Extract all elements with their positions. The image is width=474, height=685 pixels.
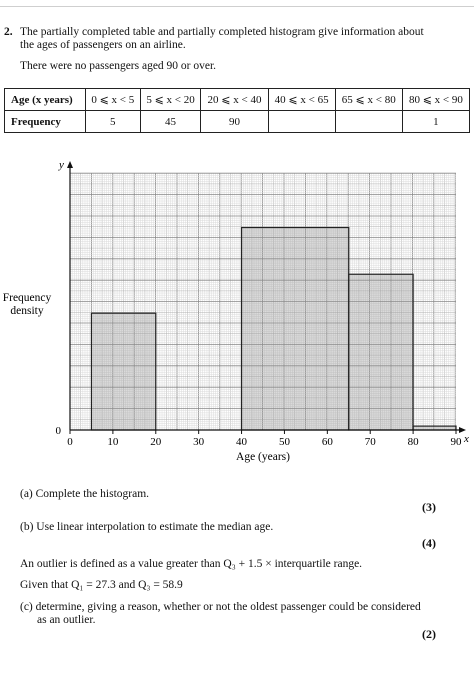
x-tick-label-20: 20 — [150, 436, 162, 448]
x-tick-label-10: 10 — [107, 436, 119, 448]
x-tick-label-60: 60 — [321, 436, 333, 448]
table-class-0: 0 ⩽ x < 5 — [86, 89, 141, 111]
table-class-2: 20 ⩽ x < 40 — [201, 89, 268, 111]
x-axis-symbol: x — [464, 433, 469, 445]
table-header-frequency: Frequency — [5, 111, 86, 133]
histogram-bar-0 — [91, 313, 155, 430]
table-frequency-4[interactable] — [335, 111, 402, 133]
question-intro-line2: the ages of passengers on an airline. — [20, 39, 186, 51]
question-note: There were no passengers aged 90 or over. — [20, 60, 217, 72]
histogram-bar-2 — [349, 274, 413, 430]
part-a-text: (a) Complete the histogram. — [20, 488, 150, 500]
x-tick-label-40: 40 — [236, 436, 248, 448]
part-b-marks: (4) — [422, 536, 436, 550]
x-axis-label: Age (years) — [236, 451, 290, 463]
y-axis-symbol: y — [59, 159, 64, 171]
part-a-marks: (3) — [422, 500, 436, 514]
outlier-definition: An outlier is defined as a value greater than Q₃ + 1.5 × interquartile range. — [20, 558, 363, 570]
histogram-chart — [0, 150, 474, 472]
table-frequency-1: 45 — [140, 111, 201, 133]
frequency-table — [4, 88, 470, 133]
x-tick-label-30: 30 — [193, 436, 205, 448]
x-tick-label-70: 70 — [364, 436, 376, 448]
y-axis-label: Frequency density — [2, 292, 52, 317]
part-b-text: (b) Use linear interpolation to estimate the median age. — [20, 521, 274, 533]
x-tick-label-50: 50 — [278, 436, 290, 448]
page-top-rule — [0, 0, 474, 7]
x-tick-label-90: 90 — [450, 436, 462, 448]
part-c-marks: (2) — [422, 627, 436, 641]
table-frequency-2: 90 — [201, 111, 268, 133]
table-class-5: 80 ⩽ x < 90 — [402, 89, 469, 111]
table-class-4: 65 ⩽ x < 80 — [335, 89, 402, 111]
given-quartiles: Given that Q₁ = 27.3 and Q₃ = 58.9 — [20, 579, 183, 591]
table-row-frequency — [5, 111, 470, 133]
part-c-line1: (c) determine, giving a reason, whether or not the oldest passenger could be considered — [20, 601, 421, 613]
part-c-line2: as an outlier. — [37, 614, 96, 626]
x-tick-label-80: 80 — [407, 436, 419, 448]
y-axis-arrow — [67, 161, 73, 168]
table-frequency-5: 1 — [402, 111, 469, 133]
question-number: 2. — [4, 26, 13, 38]
table-row-age — [5, 89, 470, 111]
table-frequency-0: 5 — [86, 111, 141, 133]
table-header-age: Age (x years) — [5, 89, 86, 111]
histogram-bar-1 — [242, 228, 349, 430]
table-class-1: 5 ⩽ x < 20 — [140, 89, 201, 111]
table-class-3: 40 ⩽ x < 65 — [268, 89, 335, 111]
table-frequency-3[interactable] — [268, 111, 335, 133]
y-tick-label-0: 0 — [55, 425, 61, 437]
question-intro-line1: The partially completed table and partially completed histogram give information about — [20, 26, 424, 38]
x-tick-label-0: 0 — [67, 436, 73, 448]
